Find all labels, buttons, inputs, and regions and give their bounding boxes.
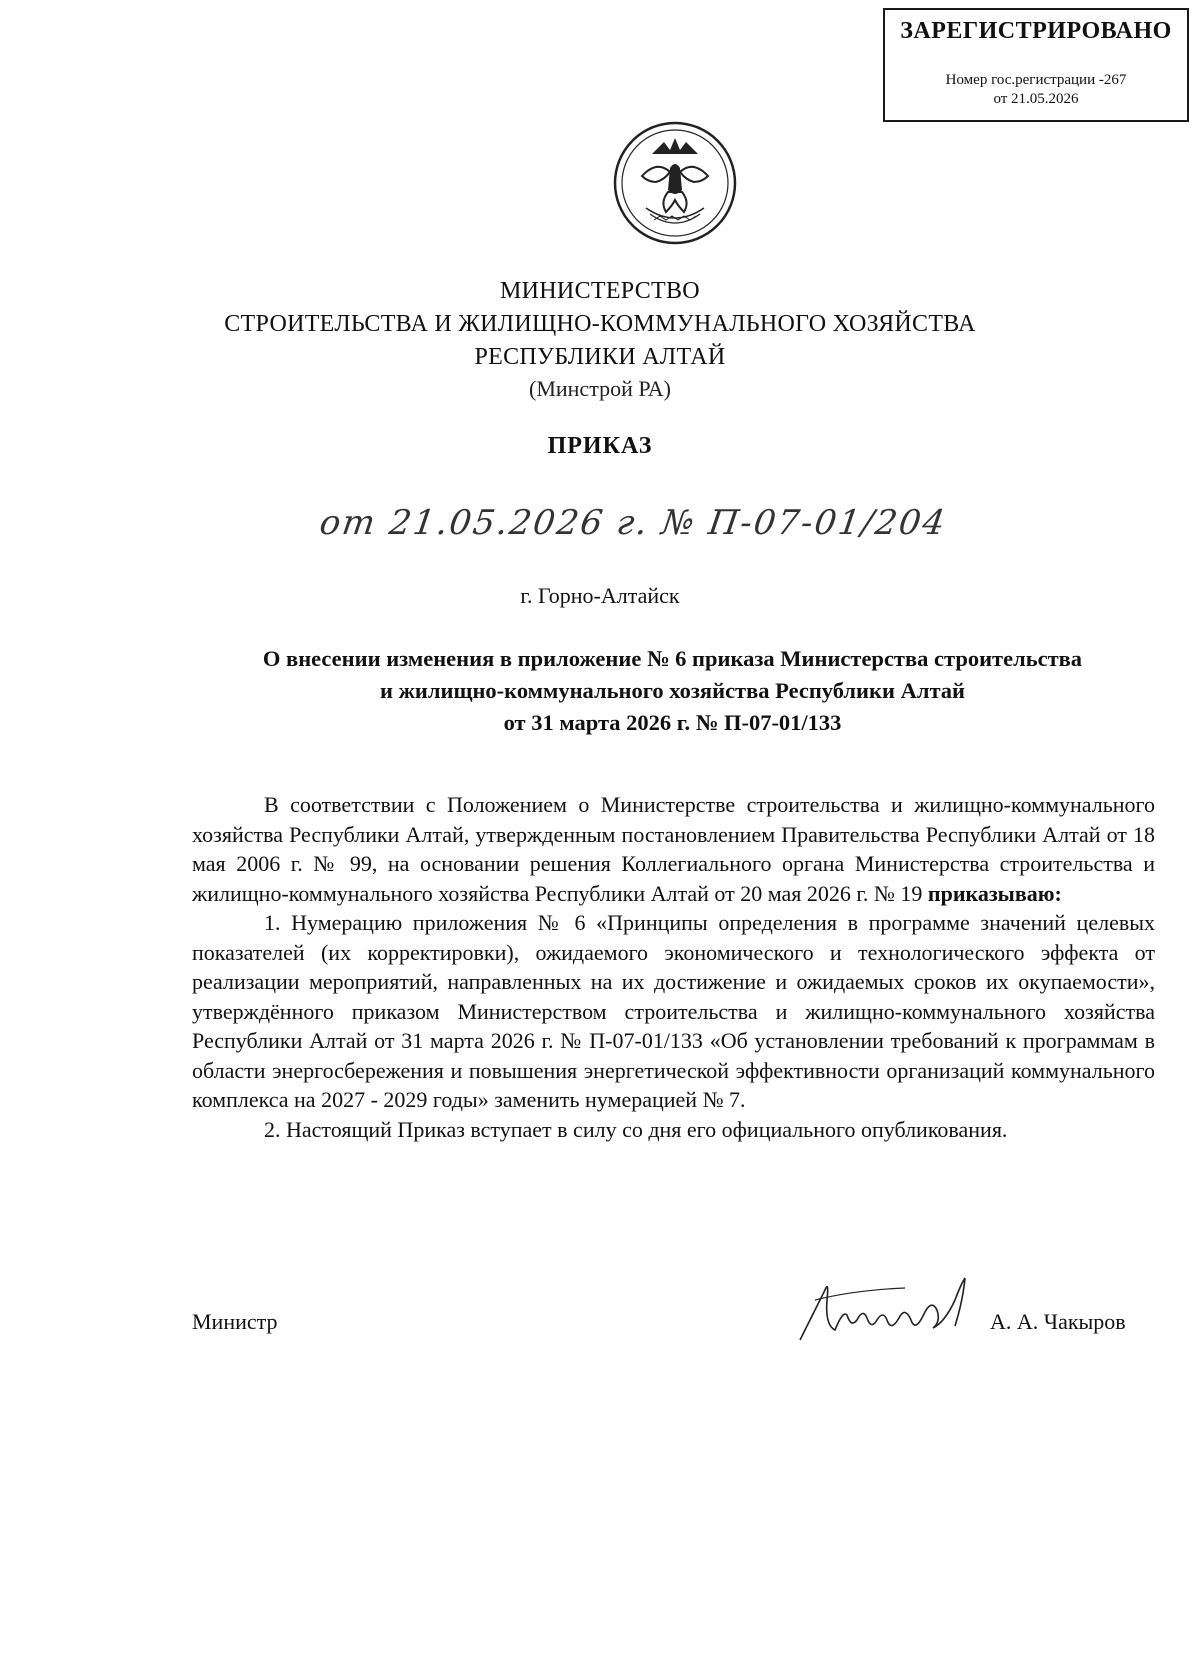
stamp-reg-number: Номер гос.регистрации -267 [945, 72, 1127, 88]
body-item-2: 2. Настоящий Приказ вступает в силу со дня его официального опубликования. [264, 1116, 1008, 1142]
stamp-title: ЗАРЕГИСТРИРОВАНО [900, 18, 1172, 44]
handwritten-date-number: от 21.05.2026 г. № П-07-01/204 [317, 503, 950, 543]
body-paragraph-1 [192, 790, 1155, 908]
registration-stamp [883, 8, 1189, 122]
signer-name: А. А. Чакыров [990, 1309, 1126, 1334]
title-line-1: О внесении изменения в приложение № 6 приказа Министерства строительства [262, 646, 1083, 671]
document-type: ПРИКАЗ [547, 433, 653, 459]
handwritten-signature [795, 1270, 995, 1350]
signer-position: Министр [192, 1309, 278, 1334]
document-body [192, 790, 1155, 1144]
city: г. Горно-Алтайск [520, 583, 680, 608]
header-line-1: МИНИСТЕРСТВО [500, 278, 700, 304]
header-line-3: РЕСПУБЛИКИ АЛТАЙ [474, 344, 726, 370]
stamp-reg-date: от 21.05.2026 [993, 91, 1079, 107]
header-short-name: (Минстрой РА) [529, 376, 671, 401]
body-item-1: 1. Нумерацию приложения № 6 «Принципы определения в программе значений целевых показателей (их корректировки), ожидаемого экономического и технологического эффекта от реализации мероприятий, направленных на их достижение и ожидаемых сроков их окупаемости», утверждённого приказом Министерством строительства и жилищно-коммунального хозяйства Республики Алтай от 31 марта 2026 г. № П-07-01/133 «Об установлении требований к программам в области энергосбережения и повышения энергетической эффективности организаций коммунального комплекса на 2027 - 2029 годы» заменить нумерацией № 7. [192, 910, 1155, 1112]
title-line-3: от 31 марта 2026 г. № П-07-01/133 [503, 710, 842, 735]
body-paragraph-1-order: приказываю: [927, 880, 1062, 906]
title-line-2: и жилищно-коммунального хозяйства Республики Алтай [380, 678, 965, 703]
header-line-2: СТРОИТЕЛЬСТВА И ЖИЛИЩНО-КОММУНАЛЬНОГО ХОЗЯЙСТВА [224, 311, 976, 337]
document-title [190, 643, 1155, 739]
ministry-header [0, 275, 1200, 404]
coat-of-arms-emblem [612, 120, 738, 246]
body-paragraph-1-text: В соответствии с Положением о Министерстве строительства и жилищно-коммунального хозяйства Республики Алтай, утвержденным постановлением Правительства Республики Алтай от 18 мая 2006 г. № 99, на основании решения Коллегиального органа Министерства строительства и жилищно-коммунального хозяйства Республики Алтай от 20 мая 2026 г. № 19 [192, 792, 1155, 906]
